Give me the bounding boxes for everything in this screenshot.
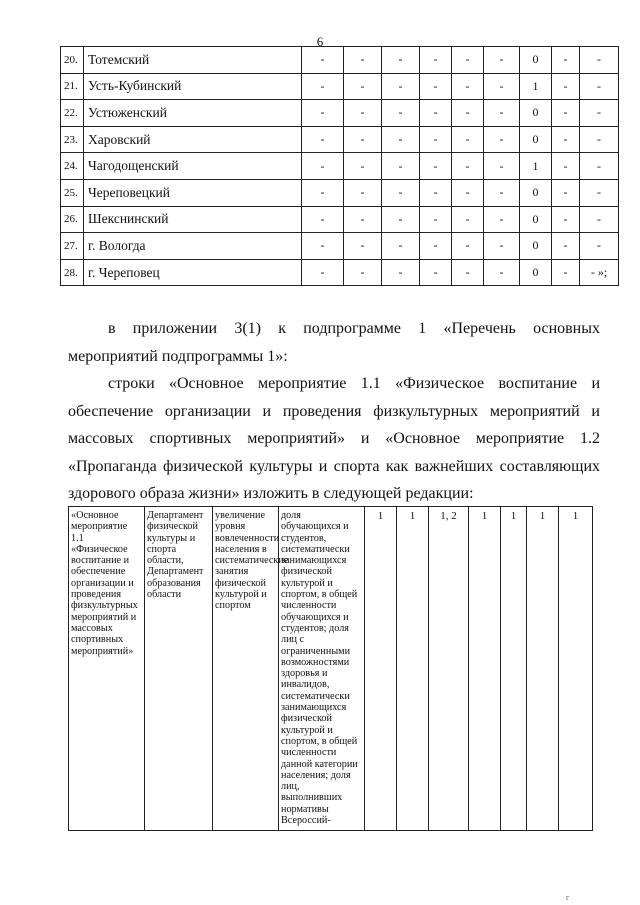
value-cell: - [344, 126, 382, 153]
value-cell: - [452, 179, 484, 206]
value-cell: - [452, 233, 484, 260]
value-cell: - [484, 73, 520, 100]
value-cell: - [420, 259, 452, 286]
row-number: 25. [61, 179, 84, 206]
value-cell: - [552, 47, 580, 74]
measures-table [68, 506, 593, 831]
value-cell: - [552, 126, 580, 153]
value-cell: 0 [520, 47, 552, 74]
value-cell: 1 [397, 507, 429, 831]
value-cell: 0 [520, 126, 552, 153]
table-row [61, 206, 619, 233]
value-cell: 1 [365, 507, 397, 831]
value-cell: - [484, 47, 520, 74]
value-cell: - [382, 126, 420, 153]
value-cell: - [552, 153, 580, 180]
value-cell: - [452, 206, 484, 233]
indicators-cell: доля обучающихся и студентов, систематически занимающихся физической культурой и спортом, в общей численности обучающихся и студентов; доля лиц с ограниченными возможностями здоровья и инвалидов, систематически занимающихся физической культурой и спортом, в общей численности данной категории населения; доля лиц, выполнивших нормативы Всероссий- [279, 507, 365, 831]
table-row [61, 73, 619, 100]
corner-mark: г [566, 893, 570, 902]
value-cell: - [344, 73, 382, 100]
value-cell: - [552, 100, 580, 127]
value-cell: - [420, 153, 452, 180]
value-cell: - [452, 153, 484, 180]
value-cell: - [302, 73, 344, 100]
value-cell: - [580, 206, 619, 233]
value-cell: - [580, 100, 619, 127]
districts-table [60, 46, 619, 286]
value-cell: - [382, 47, 420, 74]
value-cell: - [452, 100, 484, 127]
value-cell: 1 [469, 507, 501, 831]
value-cell: - [382, 206, 420, 233]
value-cell: - [382, 100, 420, 127]
value-cell: - [344, 47, 382, 74]
district-name: Чагодощенский [84, 153, 302, 180]
row-number: 23. [61, 126, 84, 153]
value-cell: - [420, 206, 452, 233]
value-cell: - [484, 259, 520, 286]
value-cell: - [382, 73, 420, 100]
row-number: 22. [61, 100, 84, 127]
value-cell: 1 [520, 73, 552, 100]
value-cell: - [420, 100, 452, 127]
value-cell: - [552, 233, 580, 260]
row-number: 27. [61, 233, 84, 260]
value-cell: - [420, 179, 452, 206]
value-cell: - [420, 126, 452, 153]
measure-name-cell: «Основное мероприятие 1.1 «Физическое воспитание и обеспечение организации и проведения физкультурных мероприятий и массовых спортивных мероприятий» [69, 507, 145, 831]
value-cell: - »; [580, 259, 619, 286]
value-cell: - [580, 73, 619, 100]
paragraph-rows-amendment: строки «Основное мероприятие 1.1 «Физическое воспитание и обеспечение организации и проведения физкультурных мероприятий и массовых спортивных мероприятий» и «Основное мероприятие 1.2 «Пропаганда физической культуры и спорта как важнейших составляющих здорового образа жизни» изложить в следующей редакции: [68, 375, 600, 502]
district-name: Усть-Кубинский [84, 73, 302, 100]
value-cell: - [302, 259, 344, 286]
row-number: 24. [61, 153, 84, 180]
value-cell: - [484, 179, 520, 206]
district-name: Шекснинский [84, 206, 302, 233]
value-cell: - [484, 126, 520, 153]
district-name: Харовский [84, 126, 302, 153]
value-cell: - [420, 73, 452, 100]
value-cell: - [484, 233, 520, 260]
value-cell: - [344, 259, 382, 286]
paragraph-appendix-intro: в приложении 3(1) к подпрограмме 1 «Перечень основных мероприятий подпрограммы 1»: [68, 320, 600, 365]
district-name: г. Вологда [84, 233, 302, 260]
value-cell: - [580, 153, 619, 180]
table-row [61, 100, 619, 127]
value-cell: 1, 2 [429, 507, 469, 831]
value-cell: - [552, 259, 580, 286]
value-cell: - [344, 206, 382, 233]
value-cell: 0 [520, 233, 552, 260]
value-cell: 0 [520, 206, 552, 233]
value-cell: 1 [520, 153, 552, 180]
value-cell: - [302, 233, 344, 260]
value-cell: - [420, 233, 452, 260]
value-cell: - [552, 206, 580, 233]
district-name: г. Череповец [84, 259, 302, 286]
table-row [61, 47, 619, 74]
row-number: 26. [61, 206, 84, 233]
value-cell: - [382, 179, 420, 206]
page-number: 6 [316, 34, 324, 49]
value-cell: - [302, 179, 344, 206]
value-cell: - [452, 259, 484, 286]
table-row [61, 153, 619, 180]
expected-result-cell: увеличение уровня вовлеченности населения в систематические занятия физической культурой и спортом [213, 507, 279, 831]
value-cell: - [302, 206, 344, 233]
table-row [61, 126, 619, 153]
value-cell: - [552, 73, 580, 100]
value-cell: - [302, 153, 344, 180]
value-cell: - [302, 100, 344, 127]
value-cell: - [382, 153, 420, 180]
value-cell: - [382, 233, 420, 260]
value-cell: - [580, 179, 619, 206]
value-cell: - [580, 126, 619, 153]
value-cell: - [580, 47, 619, 74]
value-cell: - [382, 259, 420, 286]
value-cell: 0 [520, 179, 552, 206]
value-cell: - [302, 47, 344, 74]
value-cell: 1 [559, 507, 593, 831]
executor-cell: Департамент физической культуры и спорта области, Департамент образования области [145, 507, 213, 831]
value-cell: - [552, 179, 580, 206]
row-number: 20. [61, 47, 84, 74]
district-name: Череповецкий [84, 179, 302, 206]
table-row [61, 233, 619, 260]
value-cell: - [302, 126, 344, 153]
value-cell: - [452, 47, 484, 74]
value-cell: 1 [501, 507, 527, 831]
value-cell: - [420, 47, 452, 74]
value-cell: - [344, 179, 382, 206]
district-name: Тотемский [84, 47, 302, 74]
value-cell: - [580, 233, 619, 260]
table-row [61, 179, 619, 206]
value-cell: 0 [520, 259, 552, 286]
table-row [61, 259, 619, 286]
value-cell: - [344, 233, 382, 260]
row-number: 28. [61, 259, 84, 286]
value-cell: - [484, 153, 520, 180]
row-number: 21. [61, 73, 84, 100]
value-cell: 0 [520, 100, 552, 127]
value-cell: - [344, 100, 382, 127]
value-cell: - [484, 100, 520, 127]
district-name: Устюженский [84, 100, 302, 127]
value-cell: - [452, 126, 484, 153]
value-cell: - [344, 153, 382, 180]
value-cell: - [484, 206, 520, 233]
value-cell: - [452, 73, 484, 100]
value-cell: 1 [527, 507, 559, 831]
